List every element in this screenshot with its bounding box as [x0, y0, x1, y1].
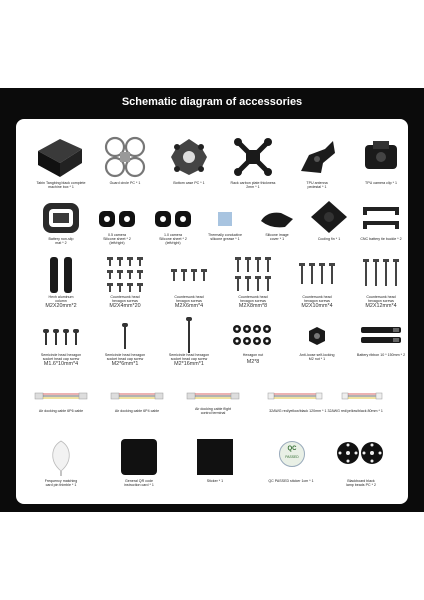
- item-label: Semicircle head hexagon socket head cap screw: [104, 353, 146, 362]
- item-label: General QR code instruction card * 1: [124, 479, 154, 488]
- silicone-sheet-10-icon: [153, 207, 193, 229]
- semicircle-screw-icon: [167, 315, 211, 355]
- item-label: TPU antenna pedestal * 1: [306, 181, 328, 190]
- item-label: 32AWG red/yellow/black 120mm * 1 32AWG red/yellow/black 80mm * 1: [269, 409, 383, 413]
- guard-circle-icon: [103, 135, 147, 179]
- screw-set-icon: [359, 255, 403, 295]
- qc-badge-line2: PASSED: [285, 455, 299, 459]
- item-carbon-frame: [222, 133, 284, 199]
- item-spec: M2*16mm*1: [174, 361, 204, 367]
- item-label: Sticker * 1: [206, 479, 224, 483]
- item-label: 1.0 camera Silicone sheet * 2 (left/right): [159, 233, 187, 246]
- item-m2-6-screw: [94, 315, 156, 381]
- item-label: Thermally conductive silicone grease * 1: [208, 233, 242, 242]
- item-label: Bottom case PC * 1: [173, 181, 205, 185]
- item-spec: M2*8: [246, 359, 260, 365]
- item-pin-thimble: [30, 435, 92, 501]
- item-lamp-bead-board: [330, 435, 392, 501]
- screw-set-icon: [295, 255, 339, 295]
- screw-set-icon: [167, 255, 211, 295]
- item-label: 0.5 camera Silicone sheet * 2 (left/right): [103, 233, 131, 246]
- item-screws-4mm: [94, 253, 156, 319]
- item-label: Blackboard black lamp beads PC * 2: [346, 479, 376, 488]
- item-label: Cooling fin * 1: [317, 237, 341, 241]
- item-battery-ribbon: [350, 315, 412, 381]
- item-lock-nut: [286, 315, 348, 381]
- item-label: Frequency matching card pin thimble * 1: [44, 479, 78, 488]
- pin-thimble-icon: [41, 437, 81, 477]
- item-label: Silicone image cover * 1: [265, 233, 289, 242]
- antenna-pedestal-icon: [295, 135, 339, 179]
- item-spec: M2*6mm*1: [111, 361, 139, 367]
- accessory-card: [16, 119, 408, 504]
- item-screws-10mm: [286, 253, 348, 319]
- screw-set-icon: [231, 255, 275, 295]
- item-label: Semicircle head hexagon socket head cap screw: [168, 353, 210, 362]
- item-screws-8mm: [222, 253, 284, 319]
- item-spec: M2X10mm*4: [301, 303, 333, 309]
- item-label: QC PASSED sticker 1cm * 1: [268, 479, 314, 483]
- item-label: Countersunk head hexagon screws: [302, 295, 332, 304]
- item-spec: M2X20mm*2: [45, 303, 77, 309]
- item-label: Rack carbon plate thickness 2mm * 1: [230, 181, 276, 190]
- non-slip-mat-icon: [41, 201, 81, 235]
- lock-nut-icon: [295, 321, 339, 351]
- item-label: Air docking cable 6P4 cable: [114, 409, 160, 413]
- item-label: Countersunk head hexagon screws: [366, 295, 396, 304]
- hex-nut-icon: [231, 321, 275, 351]
- item-qc-sticker: [260, 435, 322, 501]
- item-m2-16-screw: [158, 315, 220, 381]
- page-title: Schematic diagram of accessories: [121, 96, 303, 108]
- item-label: CNC battery tie buckle * 2: [360, 237, 402, 241]
- item-m16-screw: [30, 315, 92, 381]
- sticker-icon: [195, 437, 235, 477]
- qr-card-icon: [119, 437, 159, 477]
- item-label: TPU camera clip * 1: [365, 181, 397, 185]
- item-sticker: [184, 435, 246, 501]
- semicircle-screw-icon: [39, 319, 83, 355]
- cooling-fin-icon: [309, 199, 349, 235]
- thermal-pad-icon: [215, 209, 235, 229]
- item-spec: M2X6mm*4: [174, 303, 204, 309]
- item-hex-nut: [222, 315, 284, 381]
- item-camera-clip: [350, 133, 412, 199]
- item-spec: M2X12mm*4: [365, 303, 397, 309]
- item-bottom-case: [158, 133, 220, 199]
- lamp-bead-board-icon: [336, 439, 386, 469]
- item-label: Hexagon nut: [242, 353, 264, 357]
- cable-6p4-icon: [109, 389, 165, 403]
- screw-set-icon: [103, 255, 147, 295]
- aluminum-column-icon: [46, 255, 76, 295]
- item-black-box: [30, 133, 92, 199]
- camera-clip-icon: [359, 135, 403, 179]
- item-aluminum-column: [30, 253, 92, 319]
- battery-buckle-icon: [361, 203, 401, 233]
- qc-badge-line1: QC: [287, 446, 297, 452]
- battery-ribbon-icon: [359, 321, 403, 351]
- item-label: Air docking cable 6P6 cable: [38, 409, 84, 413]
- item-screws-6mm: [158, 253, 220, 319]
- item-label: Semicircle head hexagon socket head cap screw: [40, 353, 82, 362]
- black-box-icon: [34, 135, 84, 179]
- cable-6p6-icon: [33, 389, 89, 403]
- awg-wire-icon: [266, 389, 386, 403]
- bottom-case-icon: [167, 135, 211, 179]
- item-qr-card: [108, 435, 170, 501]
- item-antenna-pedestal: [286, 133, 348, 199]
- item-label: Hexh aluminum column: [48, 295, 74, 304]
- image-cover-icon: [257, 207, 297, 231]
- item-spec: M2X8mm*8: [238, 303, 268, 309]
- item-guard-circle: [94, 133, 156, 199]
- item-spec: M2X4mm*20: [109, 303, 141, 309]
- item-label: Anti-loose self-locking M2 nut * 1: [299, 353, 335, 362]
- item-label: Countersunk head hexagon screws: [174, 295, 204, 304]
- silicone-sheet-05-icon: [97, 207, 137, 229]
- item-label: Battery ribbon 10 * 150mm * 2: [356, 353, 406, 357]
- item-label: Guard circle PC * 1: [109, 181, 141, 185]
- item-screws-12mm: [350, 253, 412, 319]
- item-label: Tabin Tangbing black complete machine box * 1: [36, 181, 86, 190]
- semicircle-screw-icon: [103, 319, 147, 355]
- qc-sticker-icon: [279, 441, 305, 467]
- item-label: Air docking cable flight control terminal: [195, 407, 231, 416]
- item-spec: M1.6*10mm*4: [43, 361, 79, 367]
- item-label: Countersunk head hexagon screws: [238, 295, 268, 304]
- item-label: Countersunk head hexagon screws: [110, 295, 140, 304]
- carbon-frame-icon: [231, 135, 275, 179]
- cable-fc-icon: [185, 389, 241, 403]
- item-label: Battery non-slip mat * 2: [48, 237, 74, 246]
